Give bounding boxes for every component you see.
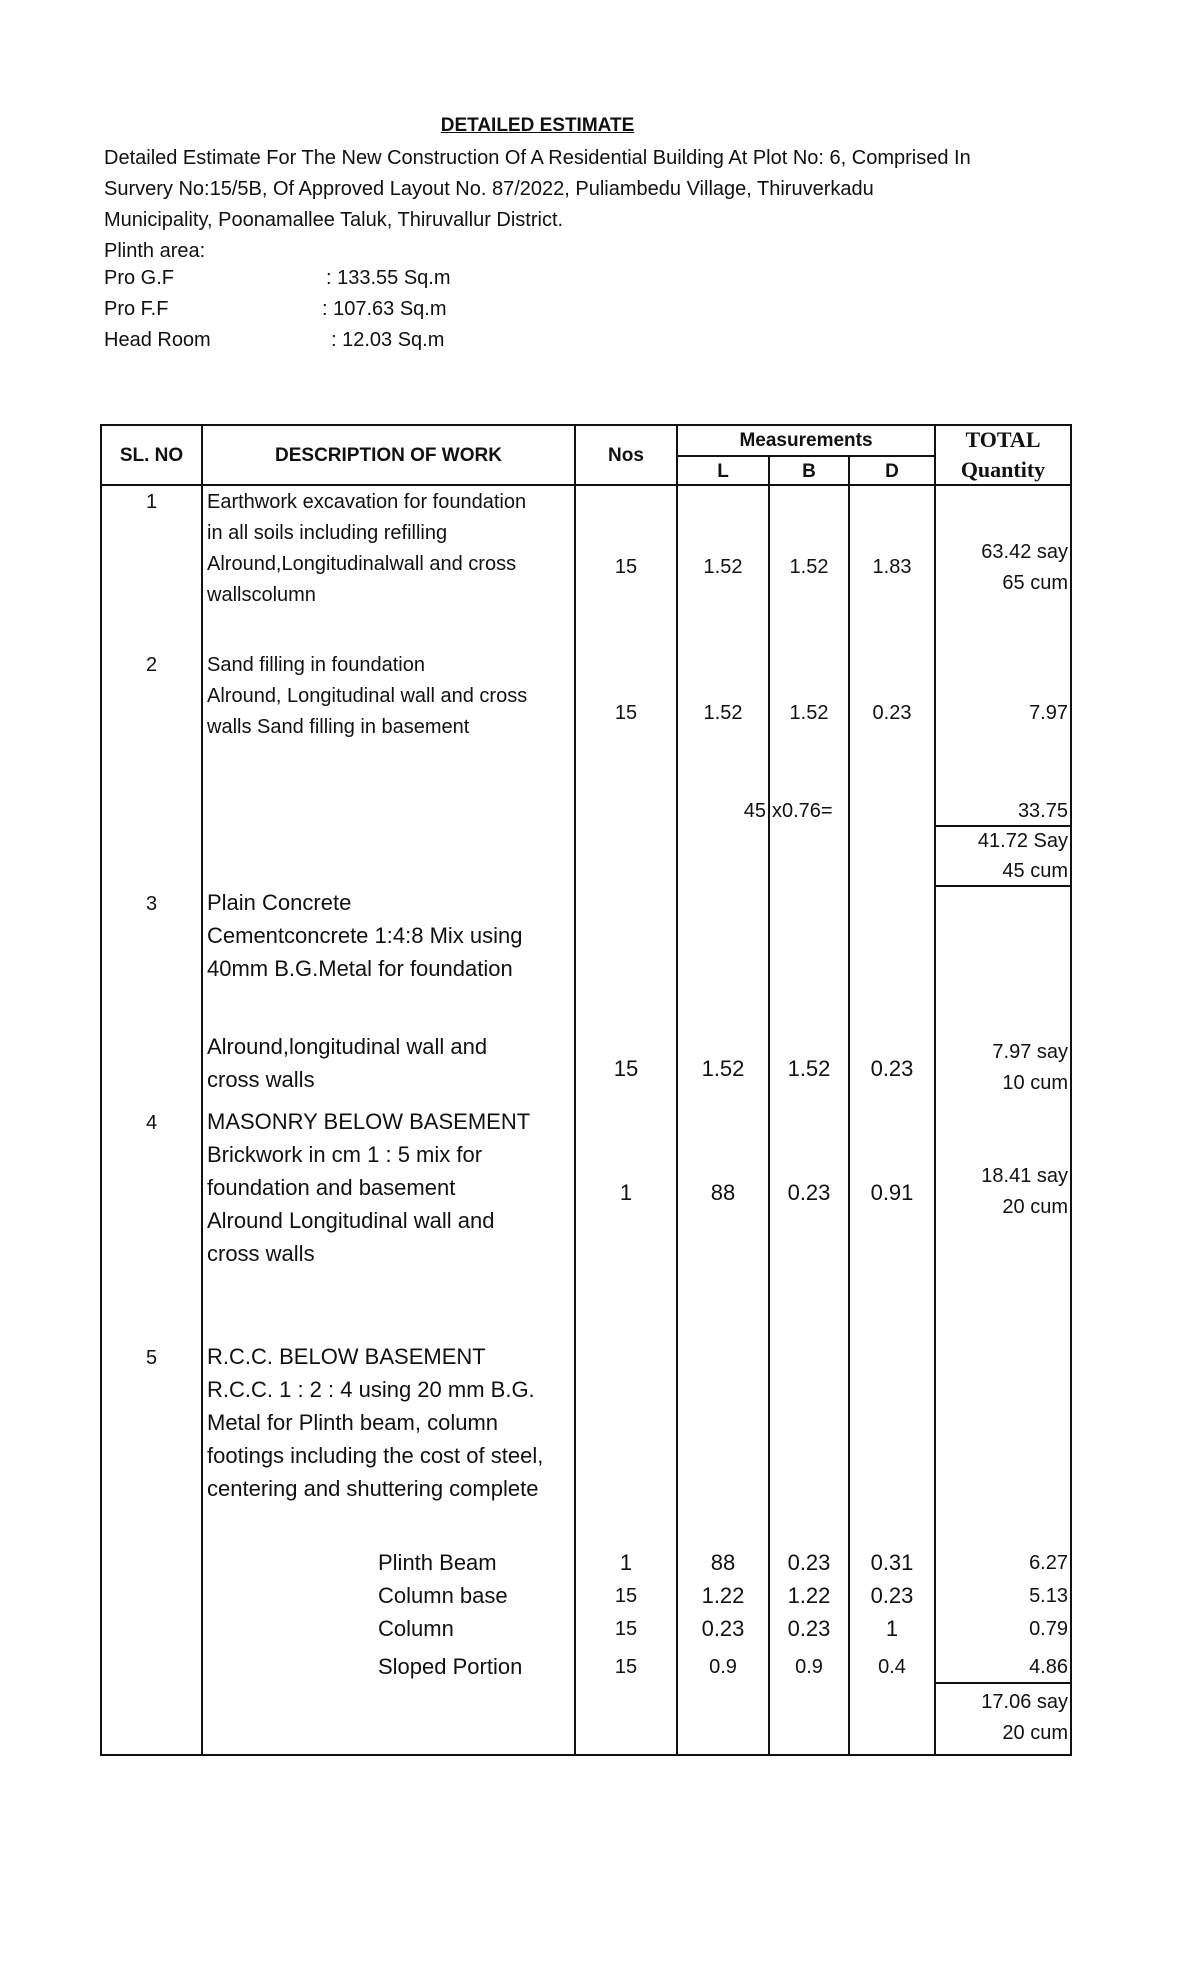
desc-line: wallscolumn [207,584,316,606]
desc-line: R.C.C. BELOW BASEMENT [207,1344,486,1369]
desc-line: Alround,longitudinal wall and [207,1034,488,1059]
desc-line: in all soils including refilling [207,522,448,544]
item-4-d: 0.91 [870,1180,914,1205]
sub-row-nos: 15 [614,1656,638,1678]
desc-line: foundation and basement [207,1175,456,1200]
intro-line: Municipality, Poonamallee Taluk, Thiruvallur District. [104,209,564,231]
desc-line: cross walls [207,1241,315,1266]
desc-line: Plain Concrete [207,890,352,915]
plinth-gf-value: : 133.55 Sq.m [326,267,451,289]
desc-line: Earthwork excavation for foundation [207,491,527,513]
item-5-description [207,1340,573,1505]
sub-row-name: Sloped Portion [378,1654,523,1679]
total-line: 17.06 say [981,1691,1068,1713]
item-3-l: 1.52 [701,1056,745,1081]
item-1-nos: 15 [614,556,638,578]
plinth-area-label: Plinth area: [104,240,206,262]
sub-row-d: 1 [885,1616,899,1641]
item-2-sl: 2 [145,654,158,676]
sub-row-b: 1.22 [787,1583,831,1608]
header-sl-no: SL. NO [119,445,184,466]
sub-row-nos: 15 [614,1618,638,1640]
item-1-sl: 1 [145,491,158,513]
item-2-extra-b: x0.76= [772,800,833,822]
sub-row-d: 0.4 [878,1656,906,1678]
item-3-total [935,1037,1068,1099]
intro-line: Survery No:15/5B, Of Approved Layout No. 87/2022, Puliambedu Village, Thiruverkadu [104,178,874,200]
desc-line: Alround,Longitudinalwall and cross [207,553,517,575]
item-4-total [935,1161,1068,1223]
sub-row-l: 88 [710,1550,736,1575]
sub-row-name: Column base [378,1583,508,1608]
item-2-nos: 15 [614,702,638,724]
desc-line: walls Sand filling in basement [207,716,470,738]
desc-line: centering and shuttering complete [207,1476,539,1501]
header-b: B [802,461,816,482]
sub-row-l: 0.23 [701,1616,745,1641]
sub-row-total: 0.79 [1029,1618,1068,1640]
item-5-sl: 5 [145,1347,158,1369]
plinth-headroom-value: : 12.03 Sq.m [331,329,445,351]
total-line: 20 cum [1002,1722,1068,1744]
total-line: 7.97 say [992,1041,1068,1063]
item-4-sl: 4 [145,1112,158,1134]
item-3-nos: 15 [613,1056,639,1081]
item-4-b: 0.23 [787,1180,831,1205]
desc-line: footings including the cost of steel, [207,1443,544,1468]
sub-row-b: 0.9 [795,1656,823,1678]
total-line: 20 cum [1002,1196,1068,1218]
item-1-l: 1.52 [703,556,743,578]
item-4-l: 88 [710,1180,736,1205]
desc-line: 40mm B.G.Metal for foundation [207,956,513,981]
sub-row-nos: 15 [614,1585,638,1607]
item-3-sl: 3 [145,893,158,915]
desc-line: R.C.C. 1 : 2 : 4 using 20 mm B.G. [207,1377,535,1402]
intro-line: Detailed Estimate For The New Construction Of A Residential Building At Plot No: 6, Comprised In [104,147,971,169]
desc-line: Alround, Longitudinal wall and cross [207,685,528,707]
document-title: DETAILED ESTIMATE [440,115,635,136]
sub-row-l: 1.22 [701,1583,745,1608]
item-2-subtotal [935,826,1068,886]
header-measurements: Measurements [739,430,873,451]
plinth-ff-label: Pro F.F [104,298,169,320]
item-2-extra-l: 45 [743,800,766,822]
header-total: TOTAL [965,427,1041,452]
item-3-description-2 [207,1030,573,1096]
item-3-d: 0.23 [870,1056,914,1081]
sub-row-name: Plinth Beam [378,1550,497,1575]
sub-row-d: 0.31 [870,1550,914,1575]
item-2-l: 1.52 [703,702,743,724]
header-nos: Nos [608,445,644,466]
item-1-description [207,487,573,611]
item-2-d: 0.23 [872,702,912,724]
item-5-total [935,1687,1068,1749]
item-4-description [207,1105,573,1270]
sub-row-d: 0.23 [870,1583,914,1608]
plinth-headroom-label: Head Room [104,329,211,351]
desc-line: Metal for Plinth beam, column [207,1410,499,1435]
desc-line: Cementconcrete 1:4:8 Mix using [207,923,523,948]
sub-row-b: 0.23 [787,1550,831,1575]
sub-row-l: 0.9 [709,1656,737,1678]
item-2-description [207,650,573,743]
desc-line: Brickwork in cm 1 : 5 mix for [207,1142,483,1167]
header-d: D [885,461,899,482]
total-line: 41.72 Say [977,830,1068,852]
sub-row-nos: 1 [619,1550,633,1575]
desc-line: cross walls [207,1067,315,1092]
total-line: 45 cum [1002,860,1068,882]
desc-line: Alround Longitudinal wall and [207,1208,495,1233]
total-line: 63.42 say [981,541,1068,563]
sub-row-b: 0.23 [787,1616,831,1641]
total-line: 10 cum [1002,1072,1068,1094]
item-1-total [935,537,1068,599]
sub-row-total: 6.27 [1029,1552,1068,1574]
item-2-total: 7.97 [1029,702,1068,724]
sub-row-name: Column [378,1616,454,1641]
sub-row-total: 5.13 [1029,1585,1068,1607]
desc-line: Sand filling in foundation [207,654,425,676]
header-quantity: Quantity [960,457,1046,482]
item-1-d: 1.83 [872,556,912,578]
sub-row-total: 4.86 [1029,1656,1068,1678]
item-3-description [207,886,573,985]
item-2-b: 1.52 [789,702,829,724]
total-line: 65 cum [1002,572,1068,594]
header-l: L [717,461,729,482]
item-4-nos: 1 [619,1180,633,1205]
item-1-b: 1.52 [789,556,829,578]
item-2-extra-total: 33.75 [1017,800,1068,822]
plinth-ff-value: : 107.63 Sq.m [322,298,447,320]
item-3-b: 1.52 [787,1056,831,1081]
header-description: DESCRIPTION OF WORK [275,445,502,466]
plinth-gf-label: Pro G.F [104,267,175,289]
desc-line: MASONRY BELOW BASEMENT [207,1109,531,1134]
total-line: 18.41 say [981,1165,1068,1187]
